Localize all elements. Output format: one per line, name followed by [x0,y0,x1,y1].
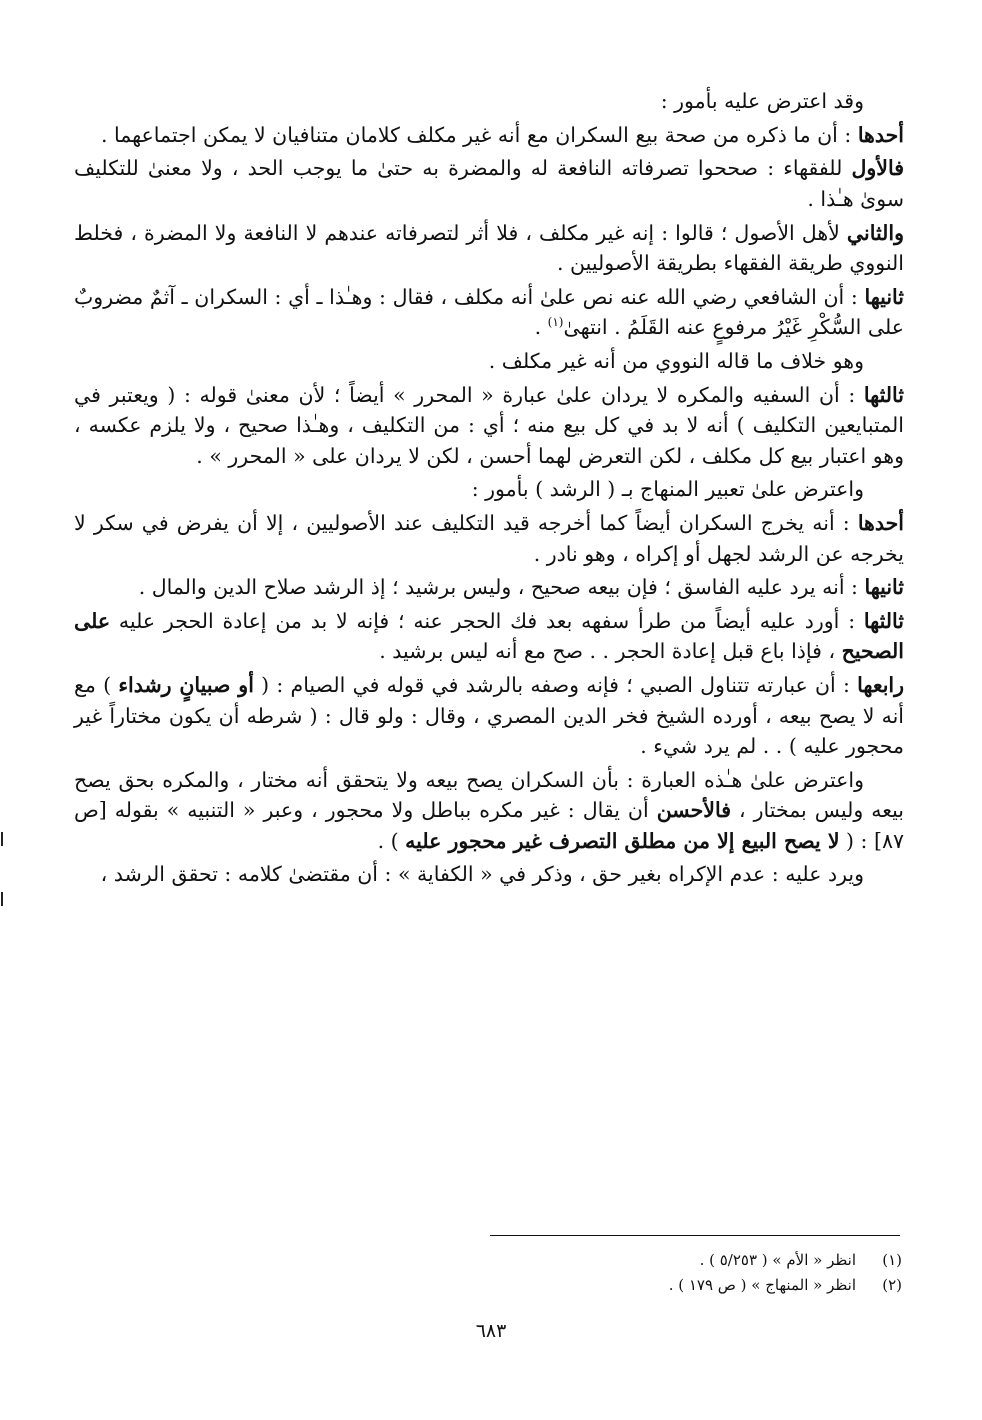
text-run: ) مع أنه لا يصح بيعه ، أورده الشيخ فخر الدين المصري ، وقال : ولو قال : ( شرطه أن يكون مختاراً غير محجور عليه ) . . لم يرد شيء . [74,673,904,759]
bold-term: رابعها [857,673,905,698]
text-run: ، فإذا باع قبل إعادة الحجر . . صح مع أنه ليس برشيد . [379,639,842,664]
footnote-text: انظر « المنهاج » ( ص ١٧٩ ) . [668,1276,856,1294]
paragraph: واعترض علىٰ تعبير المنهاج بـ ( الرشد ) بأمور : [471,477,864,502]
text-run: واعترض علىٰ هـٰذه العبارة : بأن السكران يصح بيعه ولا يتحقق أنه مختار ، والمكره بحق يصح بيعه وليس بمختار ، [74,767,905,823]
paragraph [74,670,904,762]
text-run: ) . [377,828,406,853]
paragraph [74,282,904,343]
bold-term: على الصحيح [74,608,904,664]
footnote [302,1248,902,1273]
bold-term: أو صبيانٍ رشداء [118,673,254,698]
paragraph [74,218,904,279]
bold-term: ثانيها [864,284,904,309]
text-run: أن يقال : غير مكره بباطل ولا محجور ، وعبر « التنبيه » بقوله [ص ٨٧] : ( [74,798,904,853]
text-run: : أنه يرد عليه الفاسق ؛ فإن بيعه صحيح ، وليس برشيد ؛ إذ الرشد صلاح الدين والمال . [138,575,865,600]
footnote-separator [490,1235,900,1236]
paragraph [74,120,904,151]
paragraph [74,572,904,603]
bold-term: فالأحسن [656,798,732,823]
footnote-number: (٢) [882,1276,902,1294]
text-run: : أن السفيه والمكره لا يردان علىٰ عبارة « المحرر » أيضاً ؛ لأن معنىٰ قوله : ( ويعتبر في المتبايعين التكليف ) أنه لا بد في كل بيع منه ؛ أي : من التكليف ، وهـٰذا صحيح ، ولا يلزم عكسه ، وهو اعتبار بيع كل مكلف ، لكن التعرض لهما أحسن ، لكن لا يردان على « المحرر » . [74,382,904,468]
bold-term: ثانيها [864,575,904,600]
text-run: : أن الشافعي رضي الله عنه نص علىٰ أنه مكلف ، فقال : وهـٰذا ـ أي : السكران ـ آثمٌ مضروبٌ على السُّكْرِ غَيْرُ مرفوعٍ عنه القَلَمُ . انتهىٰ [74,284,904,340]
paragraph [74,380,904,472]
scan-edge-mark [1,892,3,906]
text-run: للفقهاء : صححوا تصرفاته النافعة له والمضرة به حتىٰ ما يوجب الحد ، ولا معنىٰ للتكليف سوىٰ هـٰذا . [74,156,904,211]
scan-edge-mark [1,832,3,846]
paragraph [74,606,904,667]
footnote-number: (١) [882,1251,902,1269]
paragraph [74,508,904,569]
bold-term: والثاني [846,220,904,245]
bold-term: لا يصح البيع إلا من مطلق التصرف غير محجور عليه [405,828,840,853]
footnote [302,1273,902,1298]
text-run: : أن عبارته تتناول الصبي ؛ فإنه وصفه بالرشد في قوله في الصيام : ( [253,673,858,698]
paragraph [74,153,904,214]
main-text [74,86,904,893]
footnote-text: انظر « الأم » ( ٥/٢٥٣ ) . [699,1251,856,1269]
text-run: : أن ما ذكره من صحة بيع السكران مع أنه غير مكلف كلامان متنافيان لا يمكن اجتماعهما . [100,122,858,147]
paragraph [74,765,904,857]
bold-term: ثالثها [863,608,904,633]
footnote-ref[interactable]: (١) [547,315,564,330]
text-run: : أورد عليه أيضاً من طرأ سفهه بعد فك الحجر عنه ؛ فإنه لا بد من إعادة الحجر عليه [110,608,864,633]
bold-term: أحدها [857,511,904,535]
bold-term: أحدها [857,122,904,147]
paragraph: وقد اعترض عليه بأمور : [660,89,864,113]
paragraph: وهو خلاف ما قاله النووي من أنه غير مكلف . [488,348,864,373]
page-number: ٦٨٣ [475,1320,507,1342]
footnotes [302,1248,902,1298]
bold-term: ثالثها [863,382,904,407]
text-run: لأهل الأصول ؛ قالوا : إنه غير مكلف ، فلا أثر لتصرفاته عندهم لا النافعة ولا المضرة ، فخلط النووي طريقة الفقهاء بطريقة الأصوليين . [74,220,904,276]
paragraph: ويرد عليه : عدم الإكراه بغير حق ، وذكر في « الكفاية » : أن مقتضىٰ كلامه : تحقق الرشد ، [100,862,864,887]
text-run: : أنه يخرج السكران أيضاً كما أخرجه قيد التكليف عند الأصوليين ، إلا أن يفرض في سكر لا يخرجه عن الرشد لجهل أو إكراه ، وهو نادر . [74,511,904,566]
text-run: . [534,315,548,340]
bold-term: فالأول [851,156,904,181]
